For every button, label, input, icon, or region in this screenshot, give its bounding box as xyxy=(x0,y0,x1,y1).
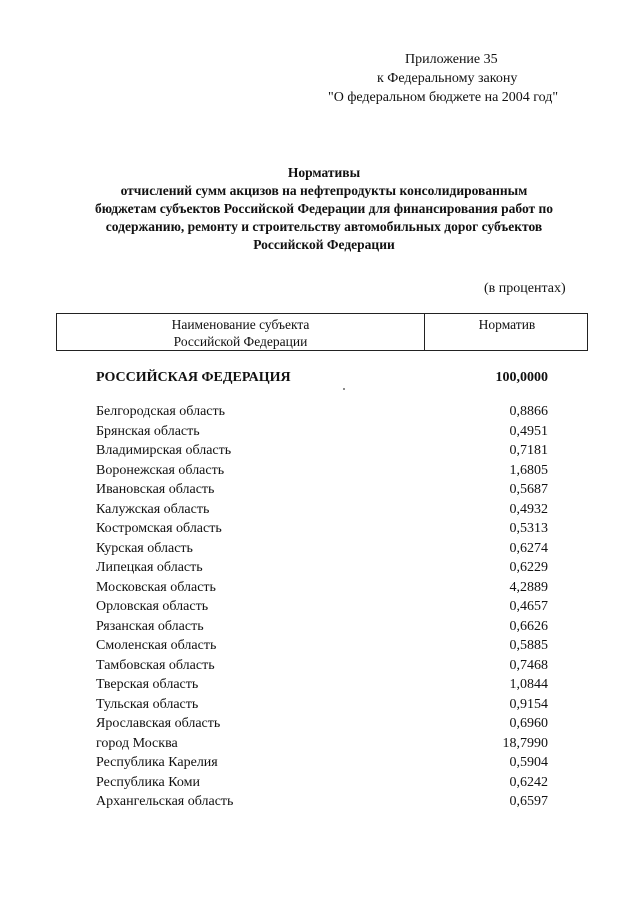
region-norm-value: 0,6597 xyxy=(509,794,548,809)
table-row xyxy=(96,500,548,520)
region-norm-value: 1,6805 xyxy=(509,462,548,478)
table-row xyxy=(96,636,548,656)
table-row xyxy=(96,753,548,773)
annex-law-ref: к Федеральному закону xyxy=(377,71,518,86)
table-row xyxy=(96,695,548,715)
region-name: Архангельская область xyxy=(96,794,234,809)
table-row xyxy=(96,441,548,461)
table-row xyxy=(96,792,548,812)
federation-name: РОССИЙСКАЯ ФЕДЕРАЦИЯ xyxy=(96,370,291,385)
region-name: Воронежская область xyxy=(96,462,225,478)
region-norm-value: 0,6274 xyxy=(509,540,548,556)
region-norm-value: 0,6229 xyxy=(509,560,548,575)
region-norm-value: 0,9154 xyxy=(509,696,548,712)
region-name: Ивановская область xyxy=(96,482,215,497)
region-name: Республика Коми xyxy=(96,774,200,790)
header-subject-line-1: Наименование субъекта xyxy=(171,317,310,332)
annex-law-title: "О федеральном бюджете на 2004 год" xyxy=(328,90,559,105)
table-row xyxy=(96,675,548,695)
region-norm-value: 4,2889 xyxy=(509,579,548,595)
header-norm: Норматив xyxy=(478,317,536,332)
federation-row xyxy=(96,368,548,388)
table-row xyxy=(96,519,548,539)
title-line-5: Российской Федерации xyxy=(253,237,395,252)
table-row xyxy=(96,714,548,734)
region-name: Костромская область xyxy=(96,521,222,536)
region-name: город Москва xyxy=(96,735,178,751)
title-line-1: Нормативы xyxy=(287,165,361,180)
table-body xyxy=(96,402,548,812)
region-norm-value: 0,5313 xyxy=(509,521,548,536)
region-name: Рязанская область xyxy=(96,618,204,634)
annex-number: Приложение 35 xyxy=(405,52,498,67)
region-name: Тульская область xyxy=(96,696,199,712)
table-row xyxy=(96,558,548,578)
header-subject-name xyxy=(57,314,425,350)
region-name: Республика Карелия xyxy=(96,755,218,770)
region-name: Тверская область xyxy=(96,677,199,692)
region-norm-value: 0,4932 xyxy=(509,501,548,517)
region-name: Владимирская область xyxy=(96,443,232,458)
region-norm-value: 0,5687 xyxy=(509,482,548,497)
region-name: Ярославская область xyxy=(96,716,221,731)
title-line-3: бюджетам субъектов Российской Федерации для финансирования работ по xyxy=(94,201,554,216)
table-row xyxy=(96,656,548,676)
table-header xyxy=(56,313,588,351)
header-subject-line-2: Российской Федерации xyxy=(173,334,308,349)
region-norm-value: 0,6960 xyxy=(509,716,548,731)
region-norm-value: 0,4951 xyxy=(509,423,548,439)
document-title xyxy=(40,164,608,254)
table-row xyxy=(96,773,548,793)
region-name: Калужская область xyxy=(96,501,210,517)
region-norm-value: 1,0844 xyxy=(509,677,548,692)
table-row xyxy=(96,597,548,617)
region-norm-value: 0,5885 xyxy=(509,638,548,653)
region-norm-value: 0,5904 xyxy=(509,755,548,770)
region-name: Московская область xyxy=(96,579,216,595)
region-name: Брянская область xyxy=(96,423,200,439)
region-name: Белгородская область xyxy=(96,404,226,419)
region-norm-value: 0,7468 xyxy=(509,657,548,673)
table-row xyxy=(96,539,548,559)
region-name: Курская область xyxy=(96,540,193,556)
federation-value: 100,0000 xyxy=(495,370,548,385)
region-norm-value: 0,4657 xyxy=(509,599,548,614)
title-line-4: содержанию, ремонту и строительству автомобильных дорог субъектов xyxy=(105,219,543,234)
table-row xyxy=(96,617,548,637)
region-norm-value: 0,8866 xyxy=(509,404,548,419)
table-row xyxy=(96,578,548,598)
table-row xyxy=(96,422,548,442)
table-row xyxy=(96,461,548,481)
region-name: Смоленская область xyxy=(96,638,217,653)
region-name: Липецкая область xyxy=(96,560,203,575)
unit-label: (в процентах) xyxy=(484,281,566,296)
title-line-2: отчислений сумм акцизов на нефтепродукты консолидированным xyxy=(120,183,528,198)
region-norm-value: 0,6242 xyxy=(509,774,548,790)
table-row xyxy=(96,480,548,500)
region-name: Орловская область xyxy=(96,599,209,614)
region-norm-value: 0,7181 xyxy=(509,443,548,458)
region-norm-value: 18,7990 xyxy=(502,735,548,751)
table-row xyxy=(96,734,548,754)
annex-header xyxy=(300,50,600,107)
region-norm-value: 0,6626 xyxy=(509,618,548,634)
scan-speck xyxy=(343,388,345,390)
region-name: Тамбовская область xyxy=(96,657,215,673)
table-row xyxy=(96,402,548,422)
